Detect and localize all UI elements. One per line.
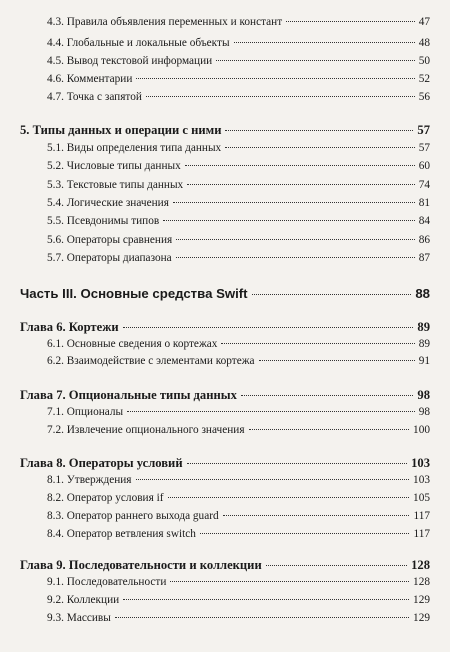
toc-entry-page: 50 bbox=[418, 55, 430, 67]
leader-dots bbox=[170, 580, 409, 582]
toc-entry-title: 9.3. Массивы bbox=[47, 612, 111, 624]
toc-entry-page: 89 bbox=[418, 338, 430, 350]
leader-dots bbox=[185, 164, 415, 166]
toc-entry bbox=[47, 576, 430, 588]
toc-entry bbox=[47, 594, 430, 606]
chapter-title: Глава 6. Кортежи bbox=[20, 320, 119, 334]
toc-chapter bbox=[20, 320, 430, 335]
chapter-title: Глава 7. Опциональные типы данных bbox=[20, 388, 237, 402]
toc-entry-title: 5.7. Операторы диапазона bbox=[47, 252, 172, 264]
toc-entry-title: 5.3. Текстовые типы данных bbox=[47, 179, 184, 191]
toc-entry-title: 9.2. Коллекции bbox=[47, 594, 120, 606]
toc-entry-title: 5.2. Числовые типы данных bbox=[47, 160, 181, 172]
toc-entry-title: 8.2. Оператор условия if bbox=[47, 492, 164, 504]
part-title: Часть III. Основные средства Swift bbox=[20, 286, 248, 301]
toc-entry bbox=[47, 16, 430, 28]
toc-entry bbox=[47, 73, 430, 85]
toc-entry-page: 74 bbox=[418, 179, 430, 191]
toc-entry bbox=[47, 252, 430, 264]
toc-entry-page: 129 bbox=[413, 594, 430, 606]
toc-chapter bbox=[20, 456, 430, 471]
toc-entry bbox=[47, 474, 430, 486]
toc-entry-page: 86 bbox=[418, 234, 430, 246]
toc-entry bbox=[47, 406, 430, 418]
toc-entry-page: 103 bbox=[413, 474, 430, 486]
toc-entry-title: 8.4. Оператор ветвления switch bbox=[47, 528, 196, 540]
toc-entry-page: 47 bbox=[418, 16, 430, 28]
toc-entry bbox=[47, 338, 430, 350]
leader-dots bbox=[127, 410, 415, 412]
leader-dots bbox=[115, 616, 409, 618]
chapter-title: Глава 9. Последовательности и коллекции bbox=[20, 558, 262, 572]
toc-entry-title: 7.1. Опционалы bbox=[47, 406, 124, 418]
leader-dots bbox=[252, 293, 412, 295]
toc-chapter bbox=[20, 388, 430, 403]
leader-dots bbox=[136, 77, 414, 79]
leader-dots bbox=[234, 41, 415, 43]
toc-entry-page: 117 bbox=[413, 528, 430, 540]
leader-dots bbox=[176, 256, 415, 258]
toc-entry bbox=[47, 510, 430, 522]
toc-entry-page: 52 bbox=[418, 73, 430, 85]
leader-dots bbox=[176, 238, 414, 240]
toc-chapter bbox=[20, 558, 430, 573]
toc-entry-title: 6.1. Основные сведения о кортежах bbox=[47, 338, 218, 350]
toc-entry bbox=[47, 91, 430, 103]
toc-entry-page: 91 bbox=[418, 355, 430, 367]
leader-dots bbox=[249, 428, 410, 430]
leader-dots bbox=[286, 20, 415, 22]
toc-entry-title: 5.1. Виды определения типа данных bbox=[47, 142, 222, 154]
toc-entry-title: 9.1. Последовательности bbox=[47, 576, 167, 588]
leader-dots bbox=[136, 478, 410, 480]
toc-entry-page: 84 bbox=[418, 215, 430, 227]
toc-entry-page: 100 bbox=[413, 424, 430, 436]
leader-dots bbox=[187, 183, 414, 185]
toc-entry-title: 5.6. Операторы сравнения bbox=[47, 234, 173, 246]
toc-part bbox=[20, 286, 430, 301]
toc-entry bbox=[47, 492, 430, 504]
toc-entry-page: 56 bbox=[418, 91, 430, 103]
toc-entry bbox=[47, 55, 430, 67]
toc-entry-page: 128 bbox=[413, 576, 430, 588]
toc-entry-title: 4.7. Точка с запятой bbox=[47, 91, 142, 103]
toc-entry bbox=[47, 424, 430, 436]
leader-dots bbox=[225, 146, 415, 148]
toc-chapter bbox=[20, 123, 430, 138]
toc-entry-title: 6.2. Взаимодействие с элементами кортежа bbox=[47, 355, 255, 367]
toc-entry-page: 81 bbox=[418, 197, 430, 209]
toc-entry bbox=[47, 179, 430, 191]
toc-entry bbox=[47, 197, 430, 209]
leader-dots bbox=[123, 326, 414, 328]
toc-entry-title: 4.5. Вывод текстовой информации bbox=[47, 55, 213, 67]
leader-dots bbox=[225, 129, 413, 131]
leader-dots bbox=[187, 462, 408, 464]
toc-entry bbox=[47, 355, 430, 367]
chapter-title: Глава 8. Операторы условий bbox=[20, 456, 183, 470]
chapter-page: 128 bbox=[411, 558, 430, 572]
toc-entry-title: 4.4. Глобальные и локальные объекты bbox=[47, 37, 230, 49]
leader-dots bbox=[241, 394, 414, 396]
toc-entry-title: 4.6. Комментарии bbox=[47, 73, 133, 85]
leader-dots bbox=[216, 59, 415, 61]
leader-dots bbox=[266, 564, 407, 566]
leader-dots bbox=[259, 359, 415, 361]
chapter-page: 57 bbox=[417, 123, 430, 137]
toc-entry bbox=[47, 37, 430, 49]
toc-entry-page: 48 bbox=[418, 37, 430, 49]
toc-entry bbox=[47, 160, 430, 172]
toc-entry-page: 129 bbox=[413, 612, 430, 624]
chapter-page: 98 bbox=[417, 388, 430, 402]
toc-entry bbox=[47, 142, 430, 154]
leader-dots bbox=[223, 514, 410, 516]
toc-entry-title: 4.3. Правила объявления переменных и констант bbox=[47, 16, 283, 28]
toc-entry-title: 5.5. Псевдонимы типов bbox=[47, 215, 160, 227]
toc-entry-title: 8.3. Оператор раннего выхода guard bbox=[47, 510, 219, 522]
part-page: 88 bbox=[415, 286, 430, 301]
toc-entry-title: 5.4. Логические значения bbox=[47, 197, 169, 209]
toc-entry-page: 60 bbox=[418, 160, 430, 172]
toc-entry-title: 8.1. Утверждения bbox=[47, 474, 132, 486]
chapter-page: 89 bbox=[417, 320, 430, 334]
leader-dots bbox=[168, 496, 410, 498]
toc-entry-page: 87 bbox=[418, 252, 430, 264]
toc-entry bbox=[47, 612, 430, 624]
toc-entry bbox=[47, 528, 430, 540]
toc-entry-title: 7.2. Извлечение опционального значения bbox=[47, 424, 245, 436]
toc-entry bbox=[47, 234, 430, 246]
toc-entry-page: 57 bbox=[418, 142, 430, 154]
toc-entry-page: 98 bbox=[418, 406, 430, 418]
leader-dots bbox=[163, 219, 414, 221]
leader-dots bbox=[173, 201, 415, 203]
toc-entry-page: 117 bbox=[413, 510, 430, 522]
leader-dots bbox=[200, 532, 410, 534]
leader-dots bbox=[221, 342, 414, 344]
leader-dots bbox=[123, 598, 409, 600]
chapter-title: 5. Типы данных и операции с ними bbox=[20, 123, 222, 137]
chapter-page: 103 bbox=[411, 456, 430, 470]
toc-entry-page: 105 bbox=[413, 492, 430, 504]
toc-entry bbox=[47, 215, 430, 227]
leader-dots bbox=[146, 95, 415, 97]
